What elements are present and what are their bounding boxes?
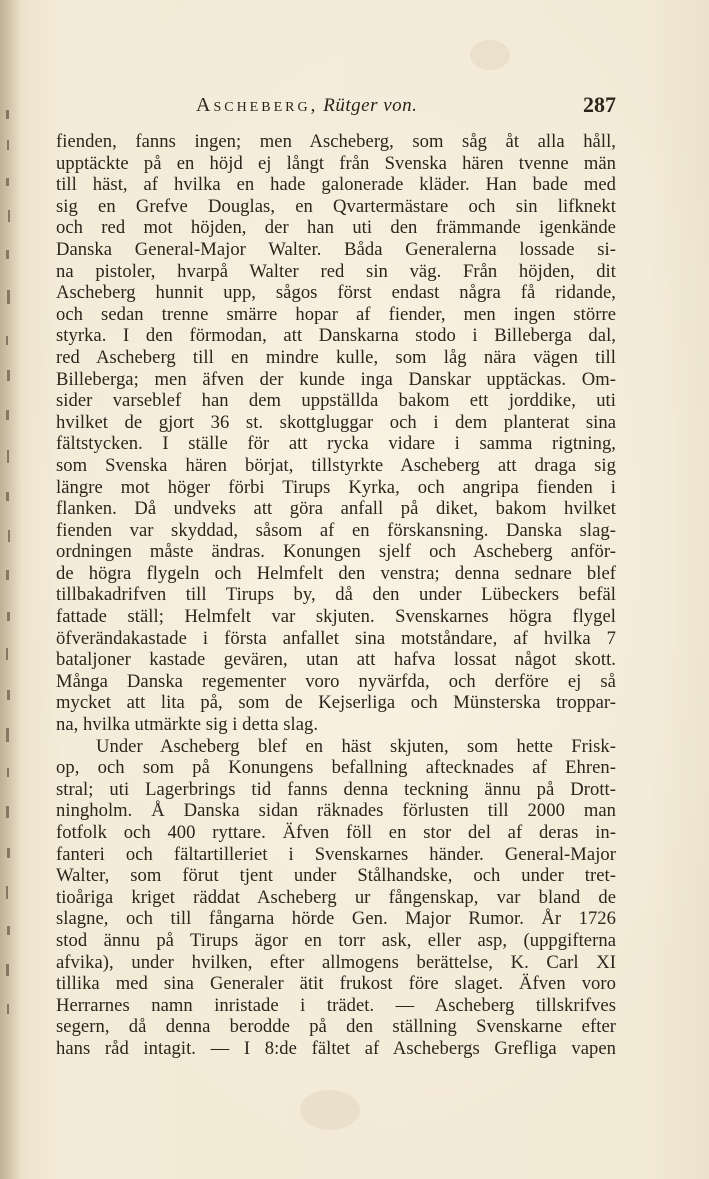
text-line: mycket att lita på, som de Kejserliga och Münsterska troppar-: [56, 692, 616, 714]
text-line: styrka. I den förmodan, att Danskarna stodo i Billeberga dal,: [56, 325, 616, 347]
text-line: slagne, och till fångarna hörde Gen. Major Rumor. År 1726: [56, 908, 616, 930]
text-line: upptäckte på en höjd ej långt från Svenska hären tvenne män: [56, 152, 616, 174]
text-line: Danska General-Major Walter. Båda Generalerna lossade si-: [56, 238, 616, 260]
text-line: tioåriga kriget räddat Ascheberg ur fångenskap, var bland de: [56, 886, 616, 908]
text-line: tillika med sina Generaler ätit frukost före slaget. Äfven voro: [56, 973, 616, 995]
text-line: bataljoner kastade gevären, utan att hafva lossat något skott.: [56, 649, 616, 671]
text-line: Herrarnes namn inristade i trädet. — Ascheberg tillskrifves: [56, 994, 616, 1016]
text-line: Billeberga; men äfven der kunde inga Danskar upptäckas. Om-: [56, 368, 616, 390]
text-line: ordningen måste ändras. Konungen sjelf och Ascheberg anför-: [56, 541, 616, 563]
paragraph-start-line: Under Ascheberg blef en häst skjuten, som hette Frisk-: [96, 735, 616, 757]
text-line: fotfolk och 400 ryttare. Äfven föll en stor del af deras in-: [56, 822, 616, 843]
text-line: fienden, fanns ingen; men Ascheberg, som såg åt alla håll,: [56, 131, 616, 152]
text-line: na pistoler, hvarpå Walter red sin väg. Från höjden, dit: [56, 260, 616, 282]
text-line: de högra flygeln och Helmfelt den venstra; denna sednare blef: [56, 562, 616, 584]
text-line: sig en Grefve Douglas, en Qvartermästare och sin lifknekt: [56, 195, 616, 217]
text-line: stral; uti Lagerbrings tid fanns denna teckning ännu på Drott-: [56, 778, 616, 800]
text-line: afvika), under hvilken, efter allmogens berättelse, K. Carl XI: [56, 951, 616, 973]
text-line: sider varseblef han dem uppställda bakom ett jorddike, uti: [56, 390, 616, 412]
text-line: flanken. Då undveks att göra anfall på diket, bakom hvilket: [56, 498, 616, 520]
text-line: fienden var skyddad, såsom af en förskansning. Danska slag-: [56, 519, 616, 541]
text-line: hvilket de gjort 36 st. skottgluggar och i dem planterat sina: [56, 411, 616, 433]
text-line: ningholm. Å Danska sidan räknades förlusten till 2000 man: [56, 800, 616, 822]
body-text: [56, 131, 616, 1060]
text-line: och sedan trenne smärre hopar af fiender, men ingen större: [56, 303, 616, 325]
text-line: som Svenska hären börjat, tillstyrkte Ascheberg att draga sig: [56, 454, 616, 476]
running-head-subtitle: Rütger von.: [323, 95, 418, 116]
page-header: [196, 92, 616, 122]
text-line: op, och som på Konungens befallning aftecknades af Ehren-: [56, 757, 616, 779]
text-line: Walter, som förut tjent under Stålhandske, och under tret-: [56, 865, 616, 887]
paper-stain: [300, 1090, 360, 1130]
text-line: längre mot höger förbi Tirups Kyrka, och angripa fienden i: [56, 476, 616, 498]
text-line: och red mot höjden, der han uti den främmande igenkände: [56, 217, 616, 239]
text-line: stod ännu på Tirups ägor en torr ask, eller asp, (uppgifterna: [56, 929, 616, 951]
paragraph-end-line: na, hvilka utmärkte sig i detta slag.: [56, 714, 319, 736]
running-head-separator: ,: [310, 95, 324, 116]
text-line: red Ascheberg till en mindre kulle, som låg nära vägen till: [56, 346, 616, 368]
text-line: till häst, af hvilka en hade galonerade kläder. Han bade med: [56, 174, 616, 196]
text-line: Ascheberg hunnit upp, sågos först endast några få ridande,: [56, 282, 616, 304]
running-head-name: Ascheberg: [196, 94, 311, 116]
text-line: Många Danska regementer voro nyvärfda, och derföre ej så: [56, 670, 616, 692]
show-through-marks: [2, 100, 16, 1140]
running-head: [196, 94, 417, 117]
text-line: segern, då denna berodde på den ställning Svenskarne efter: [56, 1016, 616, 1038]
text-line: fältstycken. I ställe för att rycka vidare i samma rigtning,: [56, 433, 616, 455]
text-line: öfverändakastade i första anfallet sina motståndare, af hvilka 7: [56, 627, 616, 649]
text-line: fanteri och fältartilleriet i Svenskarnes händer. General-Major: [56, 843, 616, 865]
text-line: fattade ställ; Helmfelt var skjuten. Svenskarnes högra flygel: [56, 606, 616, 628]
page-number: 287: [583, 92, 616, 117]
text-line: tillbakadrifven till Tirups by, då den under Lübeckers befäl: [56, 584, 616, 606]
paper-stain: [470, 40, 510, 70]
text-line: hans råd intagit. — I 8:de fältet af Aschebergs Grefliga vapen: [56, 1037, 616, 1059]
